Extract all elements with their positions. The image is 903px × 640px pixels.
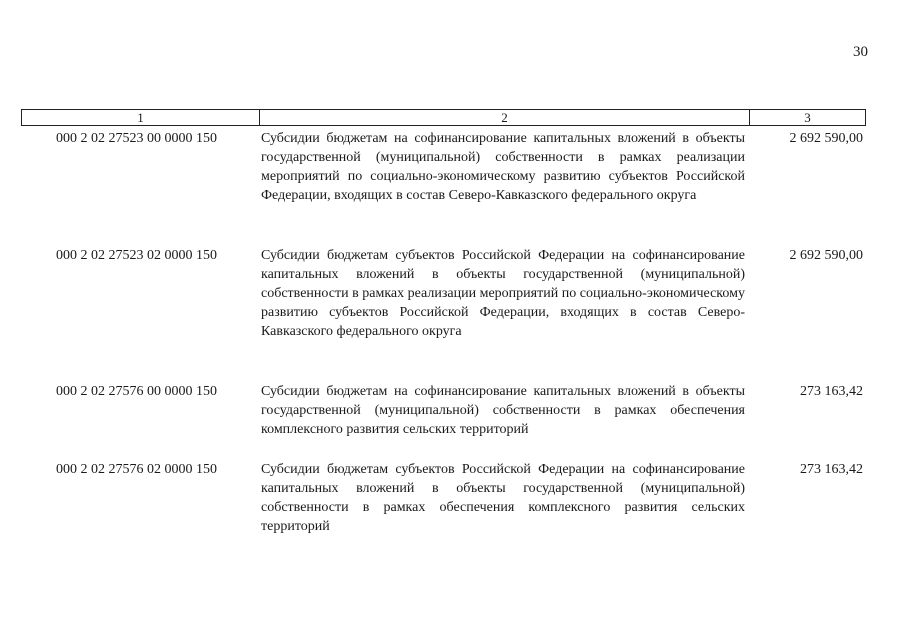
amount: 273 163,42 (800, 384, 863, 399)
table-row (21, 382, 866, 439)
budget-code: 000 2 02 27523 00 0000 150 (56, 131, 217, 146)
column-header-3: 3 (749, 110, 865, 125)
column-header-row (21, 109, 866, 126)
column-header-2: 2 (259, 110, 749, 125)
description: Субсидии бюджетам на софинансирование капитальных вложений в объекты государственной (муниципальной) собственности в рамках обеспечения комплексного развития сельских территорий (261, 384, 745, 437)
amount: 2 692 590,00 (789, 248, 863, 263)
table-row (21, 129, 866, 205)
budget-code: 000 2 02 27523 02 0000 150 (56, 248, 217, 263)
budget-code: 000 2 02 27576 00 0000 150 (56, 384, 217, 399)
table-row (21, 246, 866, 341)
page-number: 30 (853, 44, 868, 60)
table-row (21, 460, 866, 536)
description: Субсидии бюджетам субъектов Российской Федерации на софинансирование капитальных вложений в объекты государственной (муниципальной) собственности в рамках реализации мероприятий по социально-экономическому развитию субъектов Российской Федерации, входящих в состав Северо-Кавказского федерального округа (261, 248, 745, 339)
description: Субсидии бюджетам на софинансирование капитальных вложений в объекты государственной (муниципальной) собственности в рамках реализации мероприятий по социально-экономическому развитию субъектов Российской Федерации, входящих в состав Северо-Кавказского федерального округа (261, 131, 745, 203)
column-header-1: 1 (137, 110, 144, 125)
amount: 273 163,42 (800, 462, 863, 477)
description: Субсидии бюджетам субъектов Российской Федерации на софинансирование капитальных вложений в объекты государственной (муниципальной) собственности в рамках обеспечения комплексного развития сельских территорий (261, 462, 745, 534)
amount: 2 692 590,00 (789, 131, 863, 146)
budget-code: 000 2 02 27576 02 0000 150 (56, 462, 217, 477)
